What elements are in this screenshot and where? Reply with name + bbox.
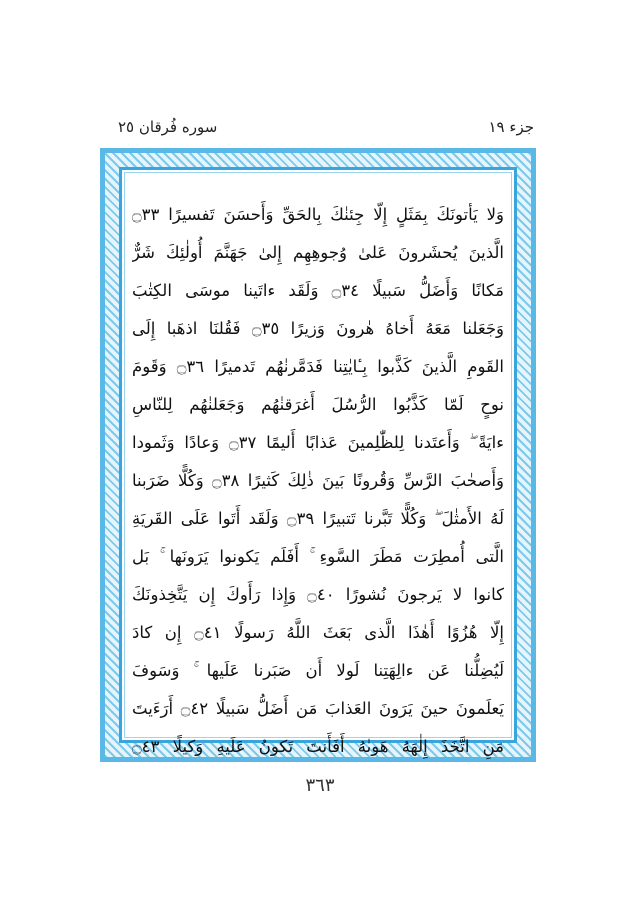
decorative-frame <box>100 148 536 762</box>
text-line: وَلا يَأتونَكَ بِمَثَلٍ إِلّا جِئنٰكَ بِالحَقِّ وَأَحسَنَ تَفسيرًا ۝٣٣ <box>132 205 504 224</box>
text-line: يَعلَمونَ حينَ يَرَونَ العَذابَ مَن أَضَلُّ سَبيلًا ۝٤٢ أَرَءَيتَ <box>132 699 504 718</box>
text-panel <box>119 167 517 756</box>
text-line: وَجَعَلنا مَعَهُ أَخاهُ هٰرونَ وَزيرًا ۝٣٥ فَقُلنَا اذهَبا إِلَى <box>132 319 504 338</box>
page-header <box>118 118 534 142</box>
text-line: الَّذينَ يُحشَرونَ عَلىٰ وُجوهِهِم إِلىٰ جَهَنَّمَ أُولٰئِكَ شَرٌّ <box>132 243 504 262</box>
surah-label: سوره فُرقان ٢٥ <box>118 118 218 136</box>
text-line: وَأَصحٰبَ الرَّسِّ وَقُرونًا بَينَ ذٰلِكَ كَثيرًا ۝٣٨ وَكُلًّا ضَرَبنا <box>132 471 504 490</box>
text-line: لَيُضِلُّنا عَن ءالِهَتِنا لَولا أَن صَبَرنا عَلَيها ۚ وَسَوفَ <box>132 661 504 680</box>
juz-label: جزء ١٩ <box>488 118 534 136</box>
text-line: مَنِ اتَّخَذَ إِلٰهَهُ هَوىٰهُ أَفَأَنتَ تَكونُ عَلَيهِ وَكيلًا ۝٤٣ <box>132 737 504 756</box>
page-number: ٣٦٣ <box>305 775 335 796</box>
text-line: إِلّا هُزُوًا أَهٰذَا الَّذى بَعَثَ اللَّهُ رَسولًا ۝٤١ إِن كادَ <box>132 623 504 642</box>
text-line: كانوا لا يَرجونَ نُشورًا ۝٤٠ وَإِذا رَأَوكَ إِن يَتَّخِذونَكَ <box>132 585 504 604</box>
text-line: الَّتى أُمطِرَت مَطَرَ السَّوءِ ۚ أَفَلَم يَكونوا يَرَونَها ۚ بَل <box>132 547 504 566</box>
text-line: ءايَةً ۖ وَأَعتَدنا لِلظّٰلِمينَ عَذابًا أَليمًا ۝٣٧ وَعادًا وَثَمودا <box>132 433 504 452</box>
text-line: القَومِ الَّذينَ كَذَّبوا بِـٔايٰتِنا فَدَمَّرنٰهُم تَدميرًا ۝٣٦ وَقَومَ <box>132 357 504 376</box>
text-line: مَكانًا وَأَضَلُّ سَبيلًا ۝٣٤ وَلَقَد ءاتَينا موسَى الكِتٰبَ <box>132 281 504 300</box>
text-line: لَهُ الأَمثٰلَ ۖ وَكُلًّا تَبَّرنا تَتبيرًا ۝٣٩ وَلَقَد أَتَوا عَلَى القَريَةِ <box>132 509 504 528</box>
quran-text <box>132 180 504 756</box>
text-line: نوحٍ لَمّا كَذَّبُوا الرُّسُلَ أَغرَقنٰهُم وَجَعَلنٰهُم لِلنّاسِ <box>132 395 504 414</box>
